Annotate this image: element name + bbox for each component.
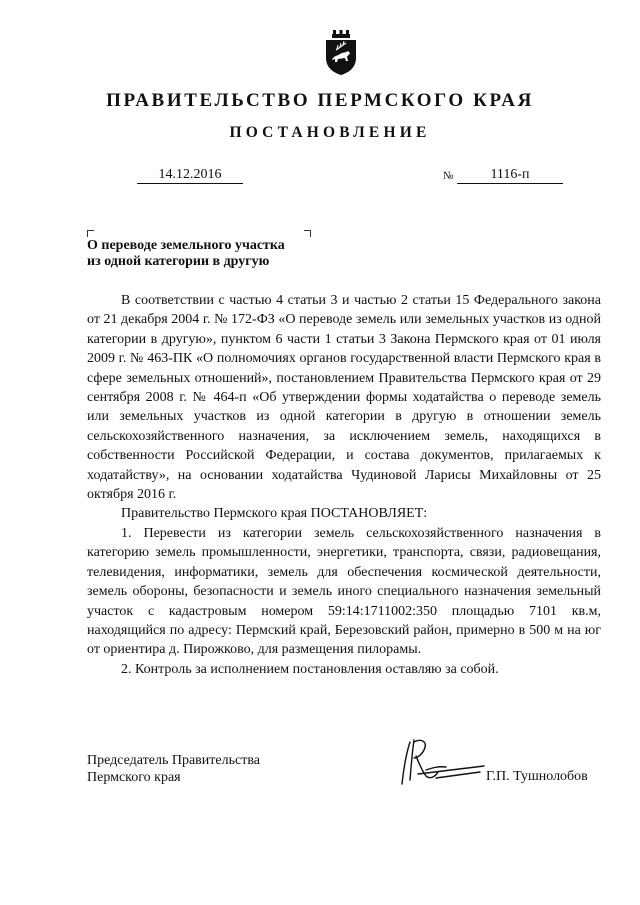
subject-bracket-right (304, 230, 311, 237)
coat-of-arms-icon (323, 30, 359, 76)
handwritten-signature-icon (396, 736, 486, 792)
document-subject (87, 238, 327, 270)
clause-2-paragraph: 2. Контроль за исполнением постановления оставляю за собой. (121, 661, 499, 677)
resolution-paragraph: Правительство Пермского края ПОСТАНОВЛЯЕТ: (121, 506, 428, 522)
subject-line-1: О переводе земельного участка (87, 238, 285, 253)
document-date: 14.12.2016 (137, 166, 243, 184)
subject-line-2: из одной категории в другую (87, 254, 270, 269)
signer-position (87, 752, 260, 786)
signer-position-line-2: Пермского края (87, 770, 181, 785)
signer-position-line-1: Председатель Правительства (87, 753, 260, 768)
government-title: ПРАВИТЕЛЬСТВО ПЕРМСКОГО КРАЯ (106, 90, 534, 111)
signer-name: Г.П. Тушнолобов (486, 769, 588, 784)
preamble-paragraph: В соответствии с частью 4 статьи 3 и частью 2 статьи 15 Федерального закона от 21 декабря 2004 г. № 172-ФЗ «О переводе земель или земельных участков из одной категории в другую», пунктом 6 части 1 статьи 3 Закона Пермского края от 01 июля 2009 г. № 463-ПК «О полномочиях органов государственной власти Пермского края в сфере земельных отношений», постановлением Правительства Пермского края от 29 сентября 2008 г. № 464-п «Об утверждении формы ходатайства о переводе земель или земельных участков из одной категории в другую в отношении земель сельскохозяйственного назначения, за исключением земель, находящихся в собственности Российской Федерации, и состава документов, прилагаемых к ходатайству», на основании ходатайства Чудиновой Ларисы Михайловны от 25 октября 2016 г. (87, 293, 601, 503)
document-body (87, 291, 601, 679)
clause-1-paragraph: 1. Перевести из категории земель сельскохозяйственного назначения в категорию земель промышленности, энергетики, транспорта, связи, радиовещания, телевидения, информатики, земель для обеспечения космической деятельности, земель обороны, безопасности и земель иного специального назначения земельный участок с кадастровым номером 59:14:1711002:350 площадью 7101 кв.м, находящийся по адресу: Пермский край, Березовский район, примерно в 500 м на юг от ориентира д. Пирожково, для размещения пилорамы. (87, 525, 601, 658)
document-number: 1116-п (457, 166, 563, 184)
document-type-title: ПОСТАНОВЛЕНИЕ (229, 124, 431, 141)
subject-bracket-left (87, 230, 94, 237)
number-label: № (443, 170, 454, 182)
